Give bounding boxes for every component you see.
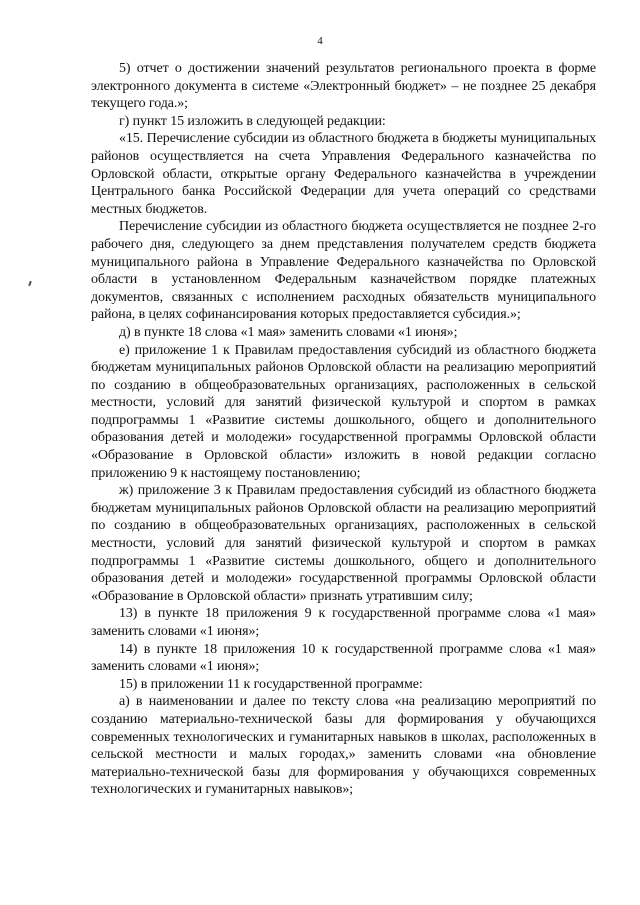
paragraph: Перечисление субсидии из областного бюджета осуществляется не позднее 2-го рабочего дня, следующего за днем представления получателем средств бюджета муниципального района в Управление Федерального казначейства по Орловской области в установленном Федеральным казначейством порядке платежных документов, связанных с исполнением расходных обязательств муниципального района, в целях софинансирования которых предоставляется субсидия.»; bbox=[91, 219, 596, 323]
paragraph: 5) отчет о достижении значений результатов регионального проекта в форме электронного документа в системе «Электронный бюджет» – не позднее 25 декабря текущего года.»; bbox=[91, 61, 596, 112]
paragraph: 13) в пункте 18 приложения 9 к государственной программе слова «1 мая» заменить словами «1 июня»; bbox=[91, 606, 596, 639]
paragraph: 14) в пункте 18 приложения 10 к государственной программе слова «1 мая» заменить словами «1 июня»; bbox=[91, 641, 596, 675]
paragraph: а) в наименовании и далее по тексту слова «на реализацию мероприятий по созданию материально-технической базы для формирования у обучающихся современных технологических и гуманитарных навыков в школах, расположенных в сельской местности и малых городах,» заменить словами «на обновление материально-технической базы для формирования у обучающихся современных технологических и гуманитарных навыков»; bbox=[91, 694, 596, 798]
page-number: 4 bbox=[317, 35, 323, 47]
paragraph: 15) в приложении 11 к государственной программе: bbox=[119, 676, 423, 692]
paragraph: е) приложение 1 к Правилам предоставления субсидий из областного бюджета бюджетам муниципальных районов Орловской области на реализацию мероприятий по созданию в общеобразовательных организациях, расположенных в сельской местности, условий для занятий физической культурой и спортом в рамках подпрограммы 1 «Развитие системы дошкольного, общего и дополнительного образования детей и молодежи» государственной программы Орловской области «Образование в Орловской области» изложить в новой редакции согласно приложению 9 к настоящему постановлению; bbox=[91, 342, 596, 481]
paragraph: ж) приложение 3 к Правилам предоставления субсидий из областного бюджета бюджетам муниципальных районов Орловской области на реализацию мероприятий по созданию в общеобразовательных организациях, расположенных в сельской местности, условий для занятий физической культурой и спортом в рамках подпрограммы 1 «Развитие системы дошкольного, общего и дополнительного образования детей и молодежи» государственной программы Орловской области «Образование в Орловской области» признать утратившим силу; bbox=[91, 483, 596, 604]
scan-mark bbox=[28, 281, 32, 286]
paragraph: д) в пункте 18 слова «1 мая» заменить словами «1 июня»; bbox=[119, 324, 458, 340]
paragraph: «15. Перечисление субсидии из областного бюджета в бюджеты муниципальных районов осуществляется на счета Управления Федерального казначейства по Орловской области, открытые органу Федерального казначейства в учреждении Центрального банка Российской Федерации для учета операций со средствами местных бюджетов. bbox=[91, 131, 596, 217]
paragraph: г) пункт 15 изложить в следующей редакции: bbox=[119, 113, 386, 129]
document-body bbox=[91, 60, 596, 799]
